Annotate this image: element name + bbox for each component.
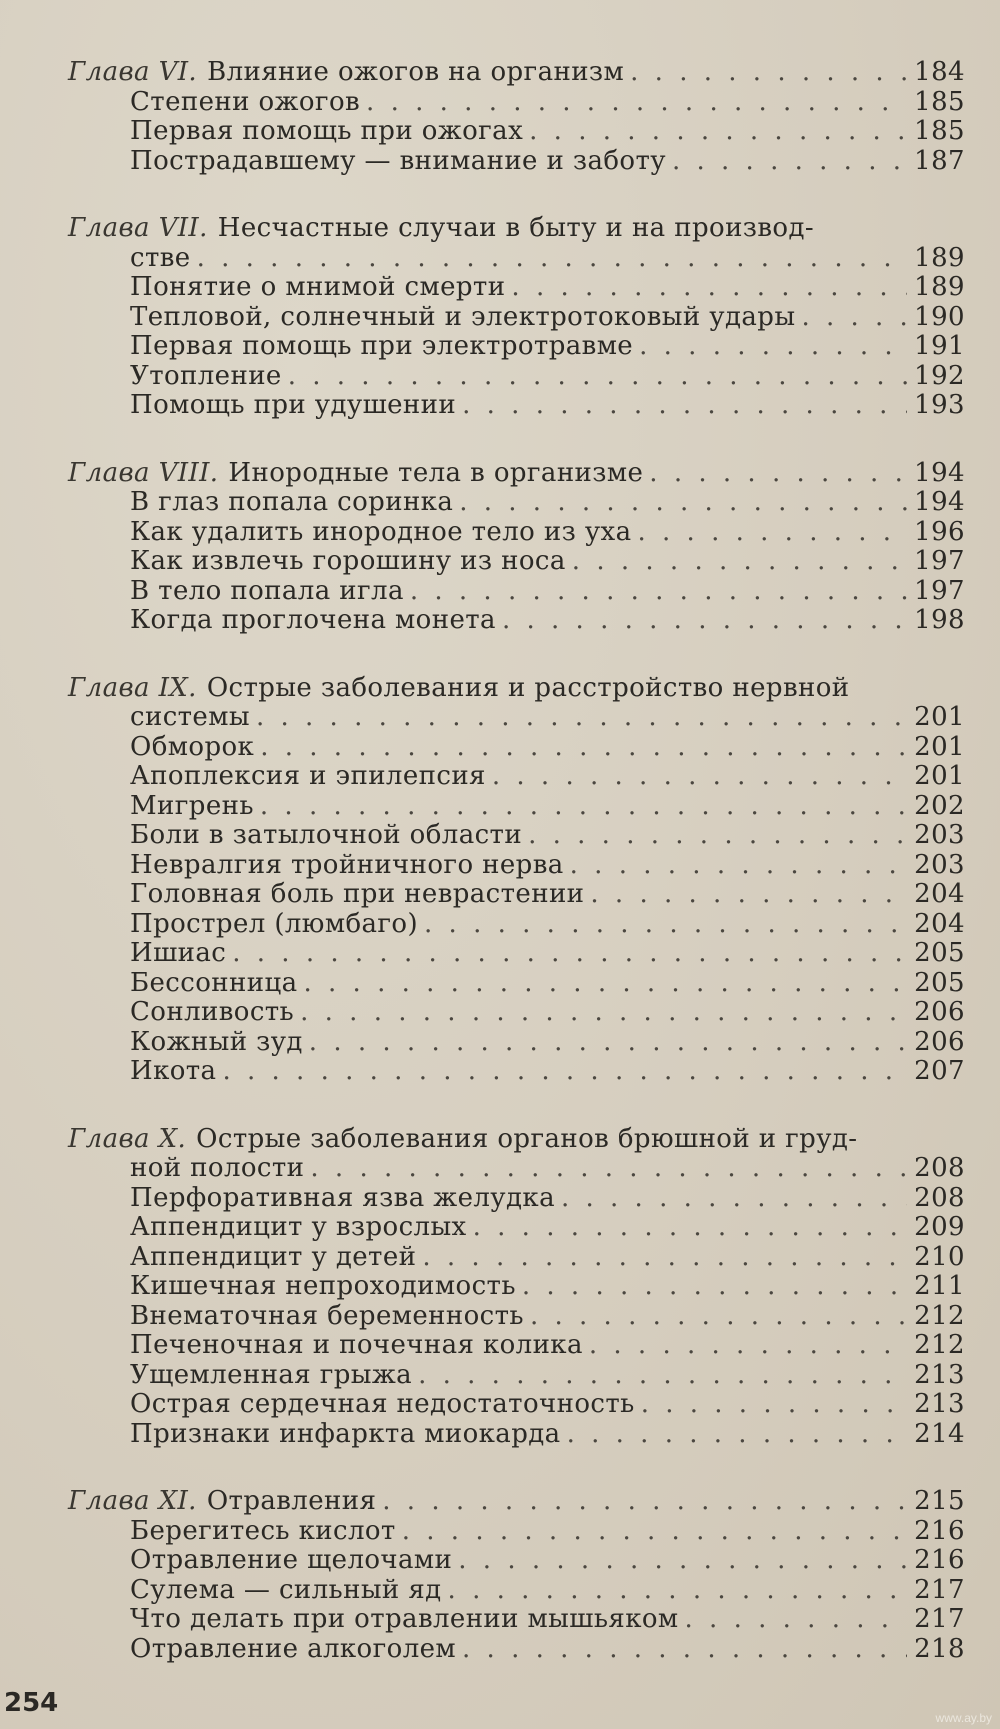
toc-entry	[68, 332, 965, 362]
toc-entry	[68, 762, 965, 792]
entry-title: В глаз попала соринка	[130, 487, 454, 517]
dot-leader	[685, 1605, 907, 1635]
toc-entry	[68, 1302, 965, 1332]
entry-title: Внематочная беременность	[130, 1300, 524, 1331]
dot-leader	[382, 1487, 907, 1517]
entry-title: Первая помощь при ожогах	[130, 116, 524, 146]
toc-entry	[68, 1420, 965, 1450]
toc-entry	[68, 1605, 965, 1635]
toc-entry	[68, 1635, 965, 1665]
entry-title: Тепловой, солнечный и электротоковый удары	[130, 301, 796, 332]
chapter-heading	[68, 214, 965, 244]
toc-entry	[68, 606, 965, 636]
toc-entry	[68, 147, 965, 177]
dot-leader	[448, 1576, 907, 1606]
chapter-section	[68, 1125, 965, 1450]
entry-title: Первая помощь при электротравме	[130, 331, 634, 361]
entry-page-number: 197	[914, 546, 965, 576]
chapter-heading	[68, 1487, 965, 1517]
toc-entry	[68, 1213, 965, 1243]
entry-page-number: 193	[914, 390, 965, 420]
dot-leader	[197, 244, 907, 274]
chapter-page-number: 215	[914, 1486, 965, 1516]
dot-leader	[462, 1635, 907, 1665]
toc-entry	[68, 939, 965, 969]
toc-entry	[68, 1517, 965, 1547]
entry-page-number: 196	[914, 516, 965, 547]
chapter-title: Несчастные случаи в быту и на производ-	[217, 213, 815, 243]
chapter-title-continued: стве	[130, 242, 191, 273]
entry-page-number: 201	[914, 731, 965, 762]
toc-entry	[68, 391, 965, 421]
chapter-page-number: 208	[914, 1153, 965, 1183]
chapter-heading	[68, 674, 965, 704]
entry-title: Сулема — сильный яд	[130, 1574, 442, 1605]
chapter-title: Острые заболевания и расстройство нервной	[206, 672, 850, 703]
entry-page-number: 203	[914, 849, 965, 880]
entry-page-number: 185	[914, 86, 965, 117]
toc-entry	[68, 910, 965, 940]
dot-leader	[366, 88, 907, 118]
toc-entry	[68, 1546, 965, 1576]
toc-entry	[68, 1390, 965, 1420]
chapter-title-continued: системы	[130, 702, 250, 732]
entry-page-number: 216	[914, 1515, 965, 1546]
dot-leader	[422, 1243, 907, 1273]
entry-page-number: 204	[914, 908, 965, 939]
toc-entry	[68, 1272, 965, 1302]
toc-entry	[68, 88, 965, 118]
chapter-page-number: 201	[914, 702, 965, 732]
entry-page-number: 207	[914, 1056, 965, 1086]
dot-leader	[572, 547, 907, 577]
dot-leader	[528, 821, 907, 851]
page-number: 254	[4, 1688, 59, 1718]
dot-leader	[630, 58, 907, 88]
entry-title: Признаки инфаркта миокарда	[130, 1418, 561, 1449]
entry-page-number: 209	[914, 1212, 965, 1242]
entry-page-number: 185	[914, 116, 965, 146]
toc-entry	[68, 117, 965, 147]
entry-page-number: 212	[914, 1300, 965, 1331]
entry-page-number: 211	[914, 1271, 965, 1301]
chapter-page-number: 184	[914, 57, 965, 87]
chapter-heading	[68, 1125, 965, 1155]
entry-title: Икота	[130, 1056, 217, 1086]
dot-leader	[260, 792, 907, 822]
chapter-section	[68, 459, 965, 636]
dot-leader	[260, 733, 907, 763]
entry-title: Острая сердечная недостаточность	[130, 1389, 635, 1419]
entry-page-number: 206	[914, 997, 965, 1027]
toc-entry	[68, 577, 965, 607]
entry-title: Невралгия тройничного нерва	[130, 849, 564, 880]
dot-leader	[458, 1546, 907, 1576]
chapter-section	[68, 1487, 965, 1664]
chapter-heading-continued	[68, 703, 965, 733]
chapter-section	[68, 58, 965, 176]
entry-title: Мигрень	[130, 790, 254, 821]
dot-leader	[522, 1272, 907, 1302]
chapter-title: Инородные тела в организме	[228, 457, 644, 488]
toc-entry	[68, 1243, 965, 1273]
entry-title: В тело попала игла	[130, 575, 404, 606]
entry-page-number: 204	[914, 879, 965, 909]
chapter-page-number: 194	[914, 457, 965, 488]
dot-leader	[589, 1331, 907, 1361]
dot-leader	[310, 1154, 907, 1184]
dot-leader	[590, 880, 907, 910]
entry-page-number: 203	[914, 820, 965, 850]
entry-page-number: 205	[914, 938, 965, 968]
entry-title: Ущемленная грыжа	[130, 1359, 413, 1390]
dot-leader	[418, 1361, 907, 1391]
chapter-heading	[68, 459, 965, 489]
chapter-label: Глава VII.	[68, 213, 208, 243]
entry-page-number: 218	[914, 1633, 965, 1664]
toc-entry	[68, 880, 965, 910]
entry-title: Отравление щелочами	[130, 1545, 453, 1575]
toc-entry	[68, 969, 965, 999]
entry-title: Кожный зуд	[130, 1026, 303, 1057]
dot-leader	[649, 459, 907, 489]
entry-title: Перфоративная язва желудка	[130, 1182, 555, 1213]
chapter-title: Отравления	[206, 1486, 377, 1516]
entry-title: Прострел (люмбаго)	[130, 908, 419, 939]
chapter-label: Глава IX.	[68, 672, 197, 703]
dot-leader	[639, 332, 907, 362]
entry-page-number: 198	[914, 605, 965, 635]
entry-title: Аппендицит у детей	[130, 1241, 417, 1272]
entry-title: Обморок	[130, 731, 255, 762]
entry-title: Как удалить инородное тело из уха	[130, 516, 632, 547]
entry-page-number: 217	[914, 1574, 965, 1605]
dot-leader	[561, 1184, 907, 1214]
chapter-section	[68, 214, 965, 421]
chapter-page-number: 189	[914, 242, 965, 273]
entry-page-number: 210	[914, 1241, 965, 1272]
dot-leader	[567, 1420, 907, 1450]
chapter-heading-continued	[68, 1154, 965, 1184]
dot-leader	[638, 518, 908, 548]
toc-entry	[68, 1028, 965, 1058]
toc-entry	[68, 547, 965, 577]
entry-page-number: 213	[914, 1389, 965, 1419]
entry-title: Боли в затылочной области	[130, 820, 523, 850]
toc-entry	[68, 851, 965, 881]
entry-title: Апоплексия и эпилепсия	[130, 761, 486, 791]
entry-title: Аппендицит у взрослых	[130, 1212, 467, 1242]
entry-page-number: 217	[914, 1604, 965, 1634]
entry-title: Берегитесь кислот	[130, 1515, 396, 1546]
entry-page-number: 212	[914, 1330, 965, 1360]
dot-leader	[222, 1057, 907, 1087]
toc-entry	[68, 1361, 965, 1391]
entry-page-number: 189	[914, 272, 965, 302]
toc-entry	[68, 998, 965, 1028]
chapter-label: Глава XI.	[68, 1486, 197, 1516]
chapter-heading	[68, 58, 965, 88]
entry-title: Помощь при удушении	[130, 390, 457, 420]
dot-leader	[462, 391, 907, 421]
entry-page-number: 202	[914, 790, 965, 821]
toc-entry	[68, 303, 965, 333]
toc-entry	[68, 1576, 965, 1606]
entry-title: Бессонница	[130, 967, 298, 998]
entry-page-number: 187	[914, 145, 965, 176]
dot-leader	[402, 1517, 907, 1547]
entry-title: Когда проглочена монета	[130, 605, 496, 635]
toc-entry	[68, 1057, 965, 1087]
dot-leader	[492, 762, 907, 792]
chapter-label: Глава VI.	[68, 57, 198, 87]
dot-leader	[300, 998, 907, 1028]
dot-leader	[473, 1213, 907, 1243]
toc-entry	[68, 792, 965, 822]
dot-leader	[288, 362, 907, 392]
entry-page-number: 205	[914, 967, 965, 998]
entry-title: Отравление алкоголем	[130, 1633, 457, 1664]
entry-page-number: 190	[914, 301, 965, 332]
toc-entry	[68, 488, 965, 518]
dot-leader	[511, 273, 907, 303]
dot-leader	[529, 117, 907, 147]
dot-leader	[232, 939, 907, 969]
toc-entry	[68, 273, 965, 303]
entry-page-number: 201	[914, 761, 965, 791]
dot-leader	[801, 303, 907, 333]
entry-title: Кишечная непроходимость	[130, 1271, 516, 1301]
chapter-title: Влияние ожогов на организм	[207, 57, 625, 87]
toc-entry	[68, 1184, 965, 1214]
entry-page-number: 208	[914, 1182, 965, 1213]
entry-title: Что делать при отравлении мышьяком	[130, 1604, 679, 1634]
entry-title: Пострадавшему — внимание и заботу	[130, 145, 666, 176]
dot-leader	[309, 1028, 907, 1058]
entry-page-number: 213	[914, 1359, 965, 1390]
toc-entry	[68, 1331, 965, 1361]
chapter-label: Глава VIII.	[68, 457, 219, 488]
entry-page-number: 216	[914, 1545, 965, 1575]
dot-leader	[672, 147, 907, 177]
entry-title: Ишиас	[130, 938, 227, 968]
table-of-contents	[68, 58, 965, 1702]
entry-title: Головная боль при неврастении	[130, 879, 585, 909]
entry-page-number: 214	[914, 1418, 965, 1449]
dot-leader	[303, 969, 907, 999]
dot-leader	[459, 488, 907, 518]
entry-page-number: 191	[914, 331, 965, 361]
chapter-heading-continued	[68, 244, 965, 274]
entry-title: Сонливость	[130, 997, 295, 1027]
watermark: www.ay.by	[935, 1711, 992, 1725]
toc-entry	[68, 362, 965, 392]
dot-leader	[570, 851, 907, 881]
entry-title: Как извлечь горошину из носа	[130, 546, 566, 576]
chapter-title-continued: ной полости	[130, 1153, 305, 1183]
entry-title: Понятие о мнимой смерти	[130, 272, 506, 302]
chapter-title: Острые заболевания органов брюшной и груд-	[196, 1123, 858, 1154]
entry-title: Печеночная и почечная колика	[130, 1330, 583, 1360]
dot-leader	[502, 606, 907, 636]
chapter-section	[68, 674, 965, 1087]
entry-page-number: 194	[914, 487, 965, 517]
toc-entry	[68, 821, 965, 851]
entry-page-number: 192	[914, 360, 965, 391]
chapter-label: Глава X.	[68, 1123, 187, 1154]
toc-entry	[68, 518, 965, 548]
entry-title: Утопление	[130, 360, 282, 391]
dot-leader	[641, 1390, 907, 1420]
dot-leader	[410, 577, 907, 607]
dot-leader	[530, 1302, 907, 1332]
entry-page-number: 206	[914, 1026, 965, 1057]
dot-leader	[256, 703, 907, 733]
entry-title: Степени ожогов	[130, 86, 361, 117]
dot-leader	[424, 910, 907, 940]
entry-page-number: 197	[914, 575, 965, 606]
toc-entry	[68, 733, 965, 763]
